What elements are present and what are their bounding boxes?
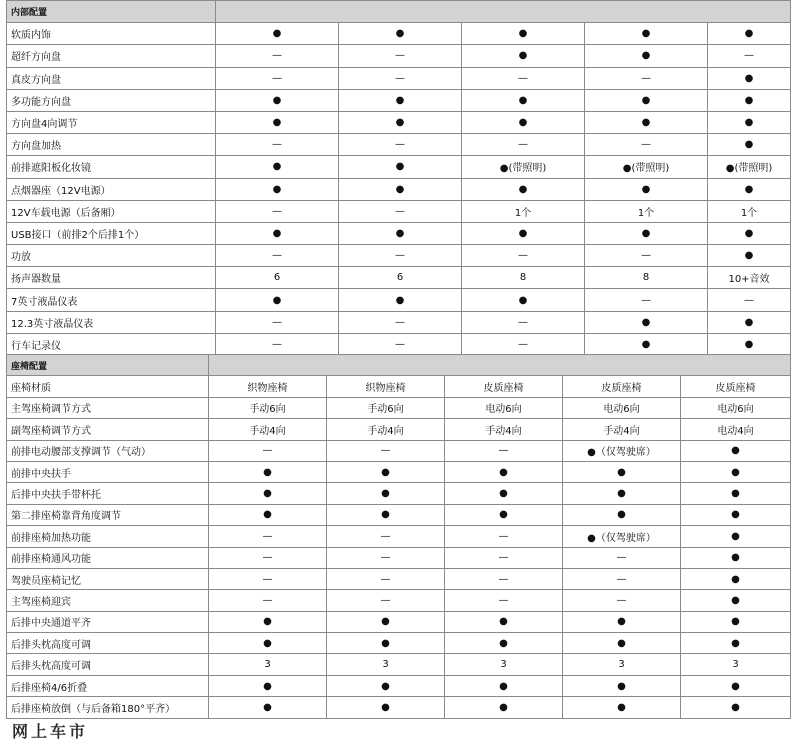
table-cell: ●: [327, 483, 445, 504]
table-cell: 6: [216, 267, 339, 289]
interior-section-header: [7, 1, 791, 23]
table-cell: —: [216, 333, 339, 355]
table-cell: ●: [339, 289, 462, 311]
table-cell: —: [327, 568, 445, 589]
table-cell: ●: [681, 504, 791, 525]
table-cell: 3: [445, 654, 563, 675]
table-cell: ●: [327, 675, 445, 696]
row-label: 多功能方向盘: [7, 89, 216, 111]
table-cell: ●: [585, 222, 708, 244]
table-cell: —: [327, 440, 445, 461]
table-cell: —: [445, 547, 563, 568]
table-cell: —: [209, 526, 327, 547]
table-cell: 3: [327, 654, 445, 675]
row-label: 后排头枕高度可调: [7, 654, 209, 675]
section-title: 座椅配置: [7, 355, 209, 376]
table-row: [7, 526, 791, 547]
table-cell: —: [339, 67, 462, 89]
table-row: [7, 245, 791, 267]
table-cell: ●: [585, 178, 708, 200]
row-label: 行车记录仪: [7, 333, 216, 355]
table-cell: —: [339, 45, 462, 67]
table-cell: ●: [563, 611, 681, 632]
table-cell: ●: [563, 504, 681, 525]
table-cell: ●: [708, 245, 791, 267]
table-cell: —: [445, 526, 563, 547]
table-cell: 10+音效: [708, 267, 791, 289]
table-cell: ●(带照明): [462, 156, 585, 178]
row-label: USB接口（前排2个后排1个）: [7, 222, 216, 244]
table-cell: ●: [708, 178, 791, 200]
table-cell: —: [327, 526, 445, 547]
table-row: [7, 568, 791, 589]
table-cell: 手动6向: [209, 397, 327, 418]
table-cell: ●: [209, 483, 327, 504]
table-row: [7, 200, 791, 222]
row-label: 后排座椅4/6折叠: [7, 675, 209, 696]
table-cell: ●: [462, 222, 585, 244]
table-cell: —: [563, 590, 681, 611]
row-label: 后排头枕高度可调: [7, 633, 209, 654]
table-row: [7, 440, 791, 461]
table-cell: —: [462, 245, 585, 267]
table-row: [7, 504, 791, 525]
table-cell: ●: [462, 23, 585, 45]
table-cell: ●: [585, 311, 708, 333]
table-cell: ●: [708, 134, 791, 156]
table-cell: 3: [563, 654, 681, 675]
table-cell: ●: [681, 461, 791, 482]
table-cell: —: [339, 333, 462, 355]
table-cell: 手动4向: [209, 419, 327, 440]
table-cell: 1个: [462, 200, 585, 222]
table-cell: ●: [209, 675, 327, 696]
table-row: [7, 333, 791, 355]
table-cell: —: [216, 67, 339, 89]
table-cell: 皮质座椅: [681, 376, 791, 397]
table-cell: 电动4向: [681, 419, 791, 440]
table-cell: ●（仅驾驶席）: [563, 526, 681, 547]
table-cell: 手动4向: [327, 419, 445, 440]
table-cell: ●: [708, 23, 791, 45]
table-cell: ●: [563, 633, 681, 654]
table-cell: ●: [339, 222, 462, 244]
table-cell: ●: [327, 461, 445, 482]
table-cell: —: [209, 590, 327, 611]
row-label: 前排中央扶手: [7, 461, 209, 482]
table-row: [7, 483, 791, 504]
row-label: 12.3英寸液晶仪表: [7, 311, 216, 333]
table-cell: ●: [339, 111, 462, 133]
row-label: 12V车载电源（后备厢）: [7, 200, 216, 222]
table-row: [7, 67, 791, 89]
table-cell: —: [445, 440, 563, 461]
table-cell: ●: [339, 23, 462, 45]
table-cell: ●: [216, 89, 339, 111]
section-title: 内部配置: [7, 1, 216, 23]
row-label: 点烟器座（12V电源）: [7, 178, 216, 200]
table-cell: —: [462, 311, 585, 333]
table-cell: 1个: [585, 200, 708, 222]
table-row: [7, 89, 791, 111]
table-cell: 8: [585, 267, 708, 289]
table-cell: ●: [462, 178, 585, 200]
table-cell: ●: [327, 611, 445, 632]
row-label: 7英寸液晶仪表: [7, 289, 216, 311]
table-cell: —: [339, 134, 462, 156]
table-cell: —: [585, 289, 708, 311]
table-cell: ●: [681, 590, 791, 611]
row-label: 超纤方向盘: [7, 45, 216, 67]
table-cell: 织物座椅: [209, 376, 327, 397]
table-cell: ●: [681, 633, 791, 654]
table-cell: ●: [216, 23, 339, 45]
table-cell: ●: [327, 697, 445, 718]
row-label: 座椅材质: [7, 376, 209, 397]
table-cell: ●: [681, 675, 791, 696]
table-row: [7, 311, 791, 333]
row-label: 扬声器数量: [7, 267, 216, 289]
table-cell: ●: [445, 483, 563, 504]
table-cell: —: [209, 440, 327, 461]
table-cell: —: [708, 45, 791, 67]
table-cell: ●: [462, 111, 585, 133]
table-cell: —: [585, 134, 708, 156]
row-label: 副驾座椅调节方式: [7, 419, 209, 440]
table-cell: —: [462, 333, 585, 355]
table-row: [7, 697, 791, 718]
table-cell: ●: [708, 222, 791, 244]
table-cell: —: [216, 200, 339, 222]
table-cell: 手动4向: [445, 419, 563, 440]
table-cell: ●: [339, 178, 462, 200]
row-label: 功放: [7, 245, 216, 267]
table-cell: 手动4向: [563, 419, 681, 440]
seat-config-table: [6, 354, 791, 719]
table-row: [7, 633, 791, 654]
table-cell: 皮质座椅: [445, 376, 563, 397]
table-row: [7, 461, 791, 482]
table-cell: 手动6向: [327, 397, 445, 418]
table-cell: ●: [563, 461, 681, 482]
table-cell: 电动6向: [681, 397, 791, 418]
table-cell: ●: [209, 697, 327, 718]
table-cell: ●: [563, 483, 681, 504]
section-header-blank: [216, 1, 791, 23]
table-cell: —: [216, 311, 339, 333]
row-label: 真皮方向盘: [7, 67, 216, 89]
table-cell: ●: [209, 611, 327, 632]
table-cell: —: [216, 245, 339, 267]
table-cell: —: [462, 134, 585, 156]
row-label: 驾驶员座椅记忆: [7, 568, 209, 589]
table-cell: ●(带照明): [708, 156, 791, 178]
table-cell: —: [209, 547, 327, 568]
table-cell: ●: [327, 504, 445, 525]
table-cell: —: [462, 67, 585, 89]
row-label: 后排中央通道平齐: [7, 611, 209, 632]
table-cell: ●: [681, 547, 791, 568]
table-cell: ●: [708, 89, 791, 111]
row-label: 第二排座椅靠背角度调节: [7, 504, 209, 525]
table-cell: —: [209, 568, 327, 589]
table-cell: ●: [585, 23, 708, 45]
table-cell: ●: [216, 222, 339, 244]
table-cell: 电动6向: [445, 397, 563, 418]
table-cell: ●: [445, 697, 563, 718]
table-cell: —: [216, 45, 339, 67]
table-row: [7, 547, 791, 568]
table-cell: ●: [445, 675, 563, 696]
table-cell: ●: [563, 675, 681, 696]
table-cell: ●: [209, 504, 327, 525]
table-row: [7, 590, 791, 611]
table-row: [7, 23, 791, 45]
table-cell: ●(带照明): [585, 156, 708, 178]
table-row: [7, 611, 791, 632]
table-cell: —: [339, 311, 462, 333]
table-cell: 6: [339, 267, 462, 289]
table-cell: —: [327, 547, 445, 568]
row-label: 前排遮阳板化妆镜: [7, 156, 216, 178]
table-cell: ●: [445, 611, 563, 632]
table-cell: ●: [585, 333, 708, 355]
row-label: 主驾座椅调节方式: [7, 397, 209, 418]
row-label: 方向盘加热: [7, 134, 216, 156]
row-label: 后排座椅放倒（与后备箱180°平齐）: [7, 697, 209, 718]
table-row: [7, 156, 791, 178]
table-cell: ●: [445, 633, 563, 654]
table-cell: ●: [445, 461, 563, 482]
table-row: [7, 397, 791, 418]
table-row: [7, 111, 791, 133]
table-cell: ●: [339, 89, 462, 111]
table-cell: 皮质座椅: [563, 376, 681, 397]
table-cell: 3: [209, 654, 327, 675]
table-cell: ●: [216, 156, 339, 178]
table-row: [7, 267, 791, 289]
table-cell: ●: [708, 67, 791, 89]
table-cell: ●: [681, 526, 791, 547]
table-cell: ●: [209, 461, 327, 482]
table-cell: —: [585, 67, 708, 89]
table-row: [7, 289, 791, 311]
table-cell: ●: [462, 89, 585, 111]
row-label: 主驾座椅迎宾: [7, 590, 209, 611]
seats-section-header: [7, 355, 791, 376]
table-cell: —: [445, 568, 563, 589]
row-label: 软质内饰: [7, 23, 216, 45]
row-label: 前排座椅通风功能: [7, 547, 209, 568]
table-row: [7, 376, 791, 397]
table-cell: ●: [681, 483, 791, 504]
table-cell: ●: [585, 89, 708, 111]
table-cell: —: [563, 547, 681, 568]
table-row: [7, 654, 791, 675]
table-cell: ●（仅驾驶席）: [563, 440, 681, 461]
row-label: 前排座椅加热功能: [7, 526, 209, 547]
table-cell: ●: [462, 45, 585, 67]
table-cell: —: [339, 200, 462, 222]
table-cell: ●: [681, 611, 791, 632]
table-cell: ●: [445, 504, 563, 525]
table-cell: ●: [585, 45, 708, 67]
table-cell: —: [563, 568, 681, 589]
table-cell: ●: [563, 697, 681, 718]
table-cell: ●: [708, 333, 791, 355]
table-cell: ●: [216, 178, 339, 200]
table-cell: ●: [327, 633, 445, 654]
table-cell: 1个: [708, 200, 791, 222]
table-row: [7, 419, 791, 440]
watermark-logo: 网上车市: [12, 722, 89, 741]
table-cell: ●: [462, 289, 585, 311]
table-cell: —: [585, 245, 708, 267]
table-cell: 电动6向: [563, 397, 681, 418]
section-header-blank: [209, 355, 791, 376]
table-row: [7, 222, 791, 244]
table-row: [7, 45, 791, 67]
table-row: [7, 178, 791, 200]
table-cell: —: [445, 590, 563, 611]
table-cell: ●: [708, 111, 791, 133]
table-cell: ●: [681, 440, 791, 461]
table-cell: ●: [585, 111, 708, 133]
row-label: 后排中央扶手带杯托: [7, 483, 209, 504]
table-row: [7, 134, 791, 156]
row-label: 方向盘4向调节: [7, 111, 216, 133]
table-cell: 3: [681, 654, 791, 675]
table-cell: ●: [216, 289, 339, 311]
table-cell: —: [216, 134, 339, 156]
table-cell: 8: [462, 267, 585, 289]
table-row: [7, 675, 791, 696]
table-cell: —: [327, 590, 445, 611]
table-cell: ●: [339, 156, 462, 178]
table-cell: —: [708, 289, 791, 311]
table-cell: —: [339, 245, 462, 267]
table-cell: ●: [209, 633, 327, 654]
interior-config-table: [6, 0, 791, 356]
table-cell: ●: [681, 568, 791, 589]
table-cell: ●: [216, 111, 339, 133]
row-label: 前排电动腰部支撑调节（气动）: [7, 440, 209, 461]
table-cell: 织物座椅: [327, 376, 445, 397]
table-cell: ●: [681, 697, 791, 718]
table-cell: ●: [708, 311, 791, 333]
